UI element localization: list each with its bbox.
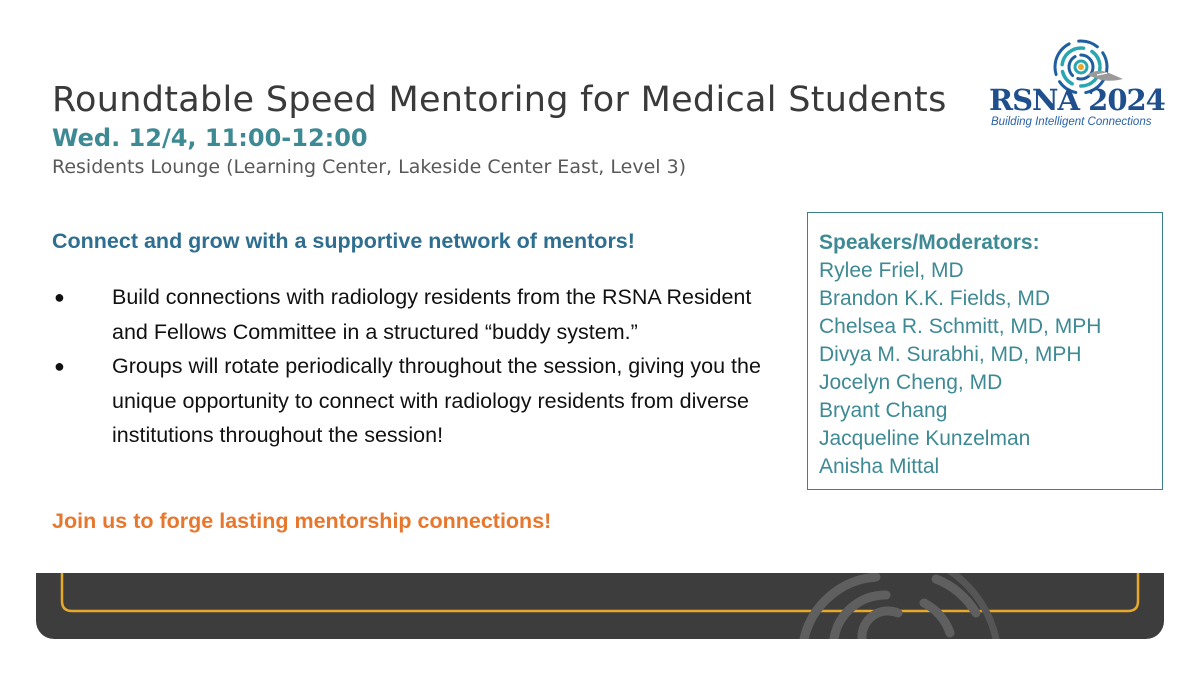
speakers-heading: Speakers/Moderators: [819,231,1040,254]
footer-decoration [36,573,1164,639]
bullet-icon: ● [54,356,65,376]
bullet-icon: ● [54,287,65,307]
lead-statement: Connect and grow with a supportive network of mentors! [52,229,635,253]
bullet-text: Groups will rotate periodically throughout the session, giving you the unique opportunity to connect with radiology residents from diverse institutions throughout the session! [112,354,761,447]
speaker-name: Brandon K.K. Fields, MD [819,287,1051,310]
logo-tagline: Building Intelligent Connections [991,116,1152,128]
call-to-action: Join us to forge lasting mentorship connections! [52,509,552,533]
speaker-name: Rylee Friel, MD [819,259,964,282]
speaker-name: Jacqueline Kunzelman [819,427,1031,450]
event-datetime: Wed. 12/4, 11:00-12:00 [52,124,368,152]
event-location: Residents Lounge (Learning Center, Lakeside Center East, Level 3) [52,156,687,178]
speakers-panel [807,212,1163,490]
rsna-logo [985,35,1175,135]
logo-wordmark: RSNA 2024 [989,83,1165,117]
speaker-name: Chelsea R. Schmitt, MD, MPH [819,315,1102,338]
footer-band [36,573,1164,639]
bullet-list [52,280,792,453]
speaker-name: Anisha Mittal [819,455,940,478]
speaker-name: Bryant Chang [819,399,948,422]
bullet-text: Build connections with radiology residents from the RSNA Resident and Fellows Committee in a structured “buddy system.” [112,285,752,344]
speakers-list [819,257,1162,481]
speaker-name: Divya M. Surabhi, MD, MPH [819,343,1082,366]
list-item [52,349,792,453]
speaker-name: Jocelyn Cheng, MD [819,371,1003,394]
list-item [52,280,792,349]
page-title: Roundtable Speed Mentoring for Medical Students [52,80,947,120]
